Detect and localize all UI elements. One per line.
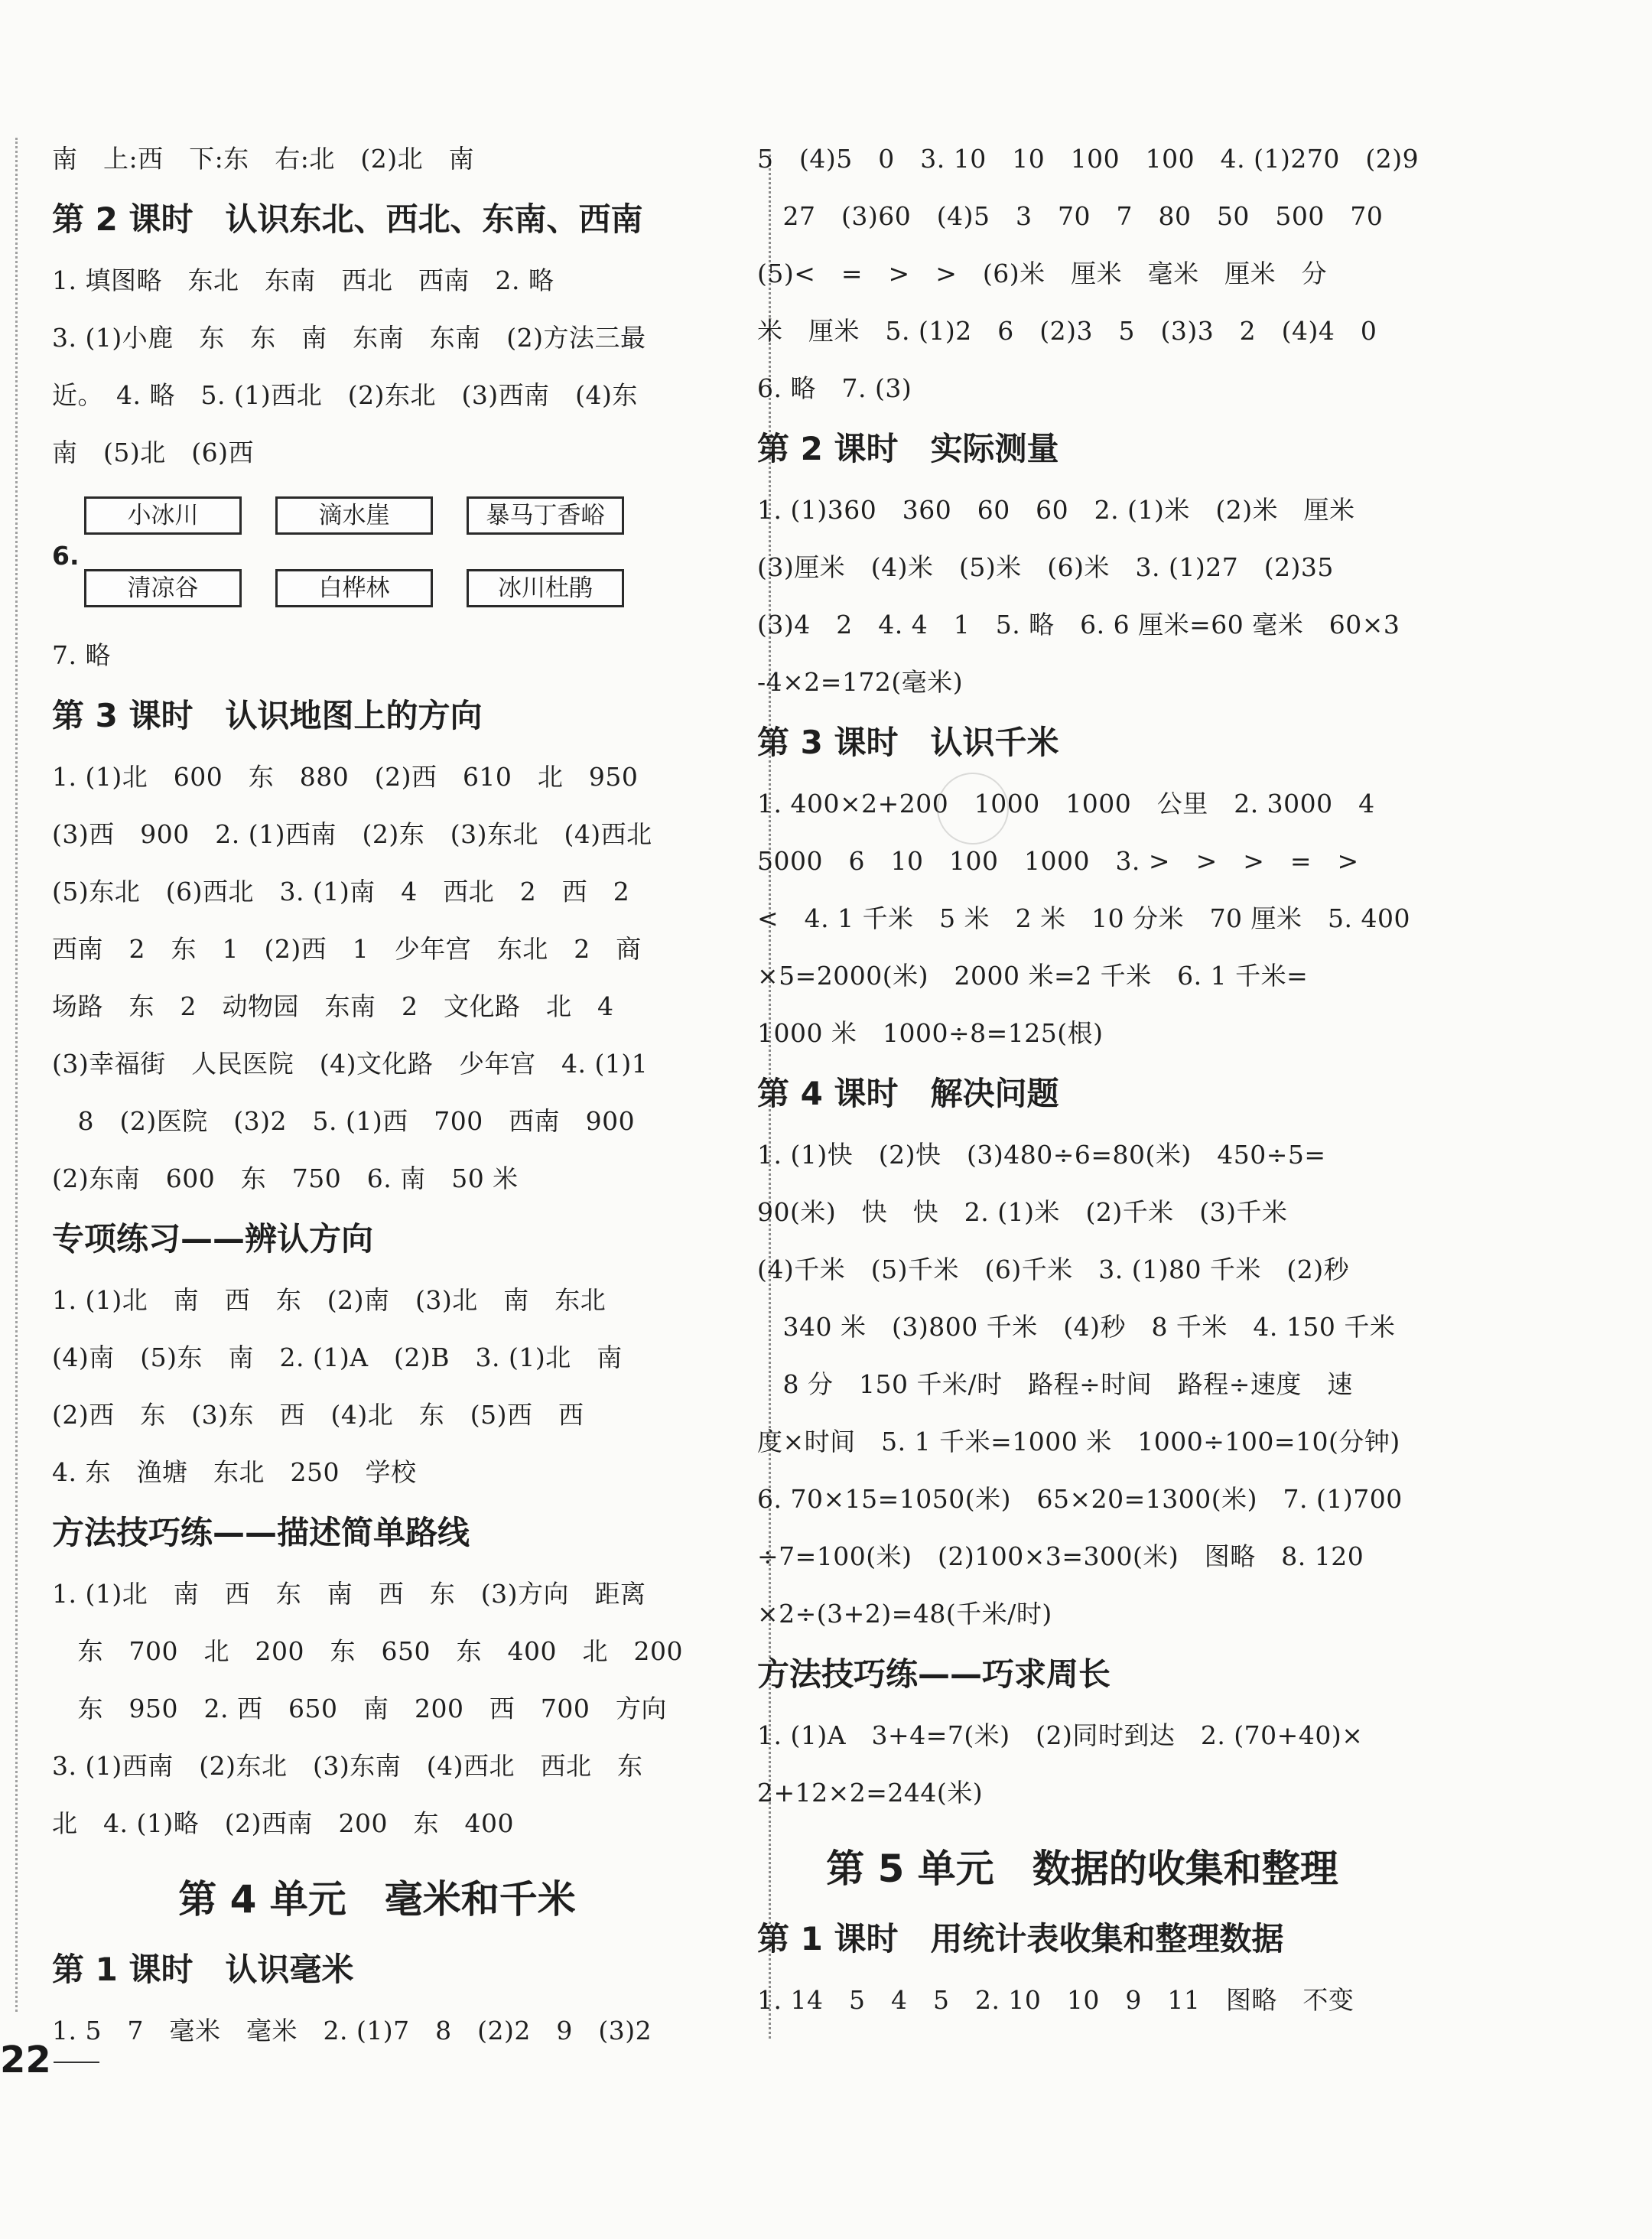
left-edge-dotted-line xyxy=(15,138,18,2012)
answer-line: 27 (3)60 (4)5 3 70 7 80 50 500 70 xyxy=(757,201,1384,231)
answer-line: 1. 400×2+200 1000 1000 公里 2. 3000 4 xyxy=(757,789,1375,818)
answer-line: (3)厘米 (4)米 (5)米 (6)米 3. (1)27 (2)35 xyxy=(757,552,1334,582)
faint-stamp xyxy=(937,773,1009,845)
lesson-heading: 专项练习——辨认方向 xyxy=(52,1220,374,1258)
answer-line: ÷7=100(米) (2)100×3=300(米) 图略 8. 120 xyxy=(757,1541,1364,1571)
answer-line: 1. 填图略 东北 东南 西北 西南 2. 略 xyxy=(52,265,554,295)
answer-line: (3)幸福街 人民医院 (4)文化路 少年宫 4. (1)1 xyxy=(52,1049,649,1079)
answer-line: 1. 14 5 4 5 2. 10 10 9 11 图略 不变 xyxy=(757,1985,1354,2015)
answer-line: 1. 5 7 毫米 毫米 2. (1)7 8 (2)2 9 (3)2 xyxy=(52,2016,652,2045)
answer-line: 3. (1)小鹿 东 东 南 东南 东南 (2)方法三最 xyxy=(52,323,646,353)
answer-line: 东 950 2. 西 650 南 200 西 700 方向 xyxy=(52,1694,667,1723)
answer-line: 1000 米 1000÷8=125(根) xyxy=(757,1018,1104,1048)
answer-line: (2)东南 600 东 750 6. 南 50 米 xyxy=(52,1163,519,1193)
lesson-heading: 第 3 课时 认识地图上的方向 xyxy=(52,697,483,734)
answer-line: 5000 6 10 100 1000 3. > > > = > xyxy=(757,846,1359,876)
answer-line: 1. (1)360 360 60 60 2. (1)米 (2)米 厘米 xyxy=(757,495,1355,525)
answer-line: 1. (1)北 600 东 880 (2)西 610 北 950 xyxy=(52,762,639,792)
lesson-heading: 第 2 课时 实际测量 xyxy=(757,430,1059,467)
answer-line: (5)东北 (6)西北 3. (1)南 4 西北 2 西 2 xyxy=(52,877,630,906)
label-box: 暴马丁香峪 xyxy=(467,496,624,535)
answer-line: (5)< = > > (6)米 厘米 毫米 厘米 分 xyxy=(757,259,1328,288)
answer-line: 2+12×2=244(米) xyxy=(757,1778,984,1808)
question-number: 6. xyxy=(52,541,80,571)
answer-line: 7. 略 xyxy=(52,640,111,670)
answer-line: < 4. 1 千米 5 米 2 米 10 分米 70 厘米 5. 400 xyxy=(757,903,1411,933)
answer-line: 1. (1)北 南 西 东 (2)南 (3)北 南 东北 xyxy=(52,1285,606,1315)
answer-line: ×5=2000(米) 2000 米=2 千米 6. 1 千米= xyxy=(757,961,1309,991)
lesson-heading: 第 1 课时 用统计表收集和整理数据 xyxy=(757,1920,1284,1957)
label-box: 白桦林 xyxy=(275,569,433,607)
answer-line: (2)西 东 (3)东 西 (4)北 东 (5)西 西 xyxy=(52,1400,584,1430)
answer-line: 米 厘米 5. (1)2 6 (2)3 5 (3)3 2 (4)4 0 xyxy=(757,316,1377,346)
lesson-heading: 方法技巧练——巧求周长 xyxy=(757,1655,1111,1693)
answer-line: 南 上:西 下:东 右:北 (2)北 南 xyxy=(52,144,475,174)
answer-line: 南 (5)北 (6)西 xyxy=(52,438,254,467)
answer-line: 6. 略 7. (3) xyxy=(757,373,912,403)
label-box: 冰川杜鹃 xyxy=(467,569,624,607)
page-number: 22 xyxy=(0,2039,51,2081)
answer-line: (4)千米 (5)千米 (6)千米 3. (1)80 千米 (2)秒 xyxy=(757,1255,1350,1284)
answer-line: 90(米) 快 快 2. (1)米 (2)千米 (3)千米 xyxy=(757,1197,1288,1227)
label-box: 清凉谷 xyxy=(84,569,242,607)
answer-line: 340 米 (3)800 千米 (4)秒 8 千米 4. 150 千米 xyxy=(757,1312,1396,1342)
answer-line: 场路 东 2 动物园 东南 2 文化路 北 4 xyxy=(52,991,614,1021)
answer-line: -4×2=172(毫米) xyxy=(757,667,964,697)
lesson-heading: 第 1 课时 认识毫米 xyxy=(52,1951,354,1988)
lesson-heading: 方法技巧练——描述简单路线 xyxy=(52,1514,470,1551)
lesson-heading: 第 2 课时 认识东北、西北、东南、西南 xyxy=(52,200,643,238)
unit-heading: 第 5 单元 数据的收集和整理 xyxy=(826,1847,1338,1891)
answer-line: 北 4. (1)略 (2)西南 200 东 400 xyxy=(52,1808,514,1838)
answer-line: 东 700 北 200 东 650 东 400 北 200 xyxy=(52,1636,683,1666)
answer-line: 6. 70×15=1050(米) 65×20=1300(米) 7. (1)700 xyxy=(757,1484,1403,1514)
answer-line: 近。 4. 略 5. (1)西北 (2)东北 (3)西南 (4)东 xyxy=(52,380,638,410)
answer-line: 西南 2 东 1 (2)西 1 少年宫 东北 2 商 xyxy=(52,934,642,964)
answer-line: ×2÷(3+2)=48(千米/时) xyxy=(757,1599,1052,1629)
lesson-heading: 第 3 课时 认识千米 xyxy=(757,724,1059,761)
label-box: 小冰川 xyxy=(84,496,242,535)
answer-line: 1. (1)快 (2)快 (3)480÷6=80(米) 450÷5= xyxy=(757,1140,1326,1170)
answer-line: 8 分 150 千米/时 路程÷时间 路程÷速度 速 xyxy=(757,1369,1353,1399)
label-box: 滴水崖 xyxy=(275,496,433,535)
answer-line: (4)南 (5)东 南 2. (1)A (2)B 3. (1)北 南 xyxy=(52,1342,623,1372)
answer-line: 1. (1)北 南 西 东 南 西 东 (3)方向 距离 xyxy=(52,1579,646,1609)
unit-heading: 第 4 单元 毫米和千米 xyxy=(178,1877,576,1922)
lesson-heading: 第 4 课时 解决问题 xyxy=(757,1075,1059,1112)
answer-line: 8 (2)医院 (3)2 5. (1)西 700 西南 900 xyxy=(52,1106,636,1136)
answer-line: 3. (1)西南 (2)东北 (3)东南 (4)西北 西北 东 xyxy=(52,1751,643,1781)
answer-line: 4. 东 渔塘 东北 250 学校 xyxy=(52,1457,417,1487)
left-column xyxy=(52,130,702,2059)
answer-line: 5 (4)5 0 3. 10 10 100 100 4. (1)270 (2)9 xyxy=(757,144,1419,174)
answer-line: 度×时间 5. 1 千米=1000 米 1000÷100=10(分钟) xyxy=(757,1427,1400,1456)
answer-line: (3)4 2 4. 4 1 5. 略 6. 6 厘米=60 毫米 60×3 xyxy=(757,610,1400,639)
right-column xyxy=(757,130,1419,2029)
map-label-boxes xyxy=(52,481,702,626)
page-number-dash xyxy=(54,2062,99,2063)
answer-line: 1. (1)A 3+4=7(米) (2)同时到达 2. (70+40)× xyxy=(757,1720,1364,1750)
answer-line: (3)西 900 2. (1)西南 (2)东 (3)东北 (4)西北 xyxy=(52,819,652,849)
